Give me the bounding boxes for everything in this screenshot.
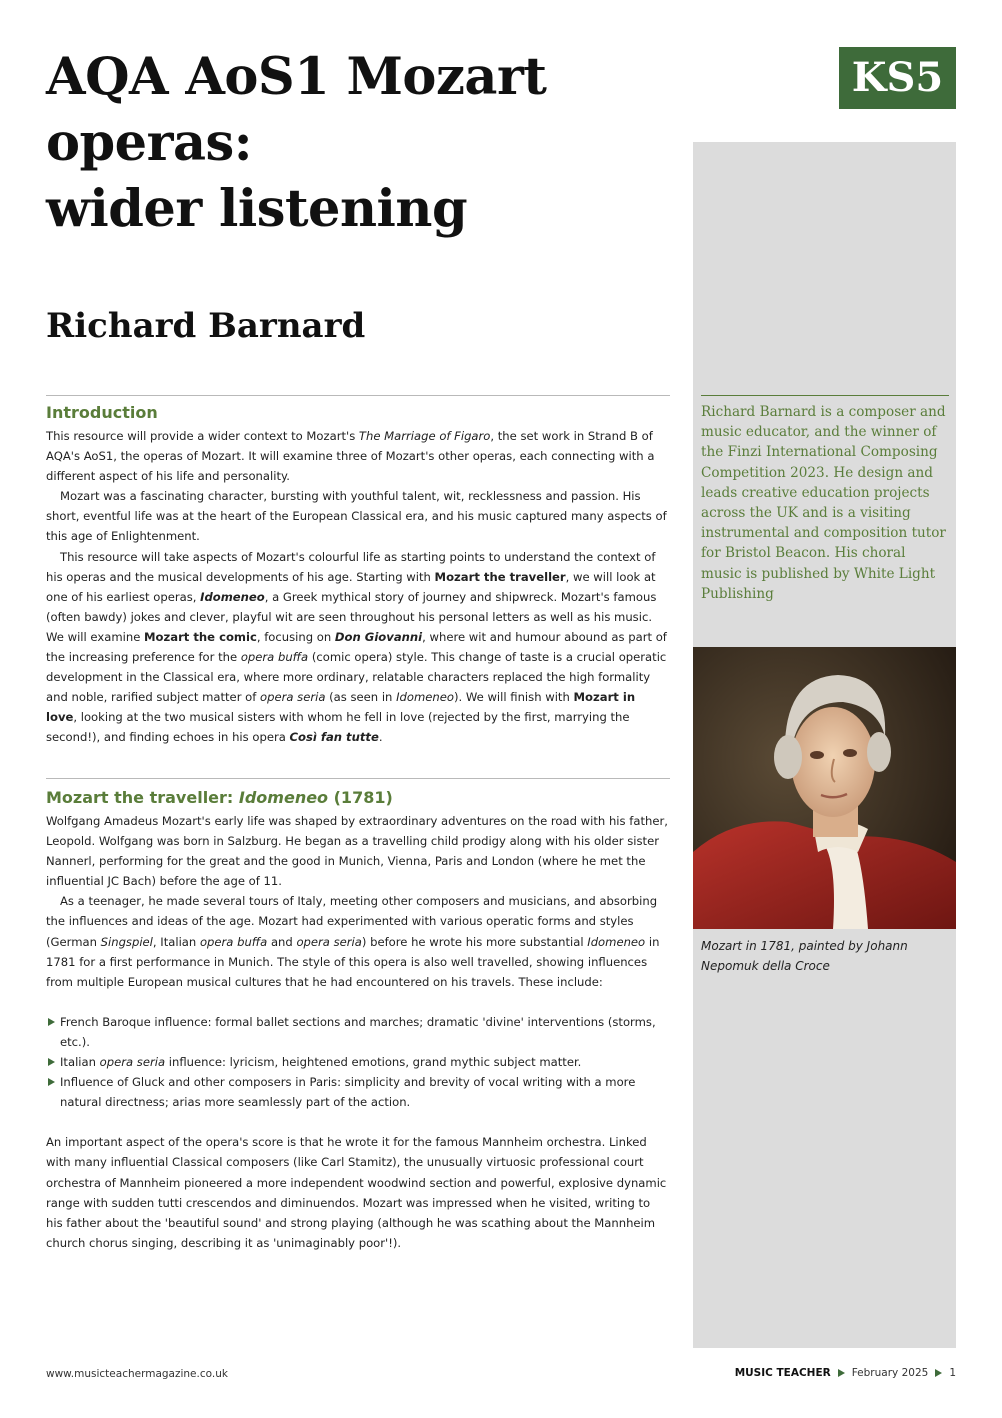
intro-divider (46, 395, 670, 396)
list-item: French Baroque influence: formal ballet sections and marches; dramatic 'divine' interventions (storms, etc.). (46, 1012, 670, 1052)
introduction-heading: Introduction (46, 403, 158, 422)
intro-paragraph-1: This resource will provide a wider context to Mozart's The Marriage of Figaro, the set work in Strand B of AQA's AoS1, the operas of Mozart. It will examine three of Mozart's other operas, each connecting with a different aspect of his life and personality. (46, 429, 655, 484)
list-item: Influence of Gluck and other composers in Paris: simplicity and brevity of vocal writing with a more natural directness; arias more seamlessly part of the action. (46, 1072, 670, 1112)
page-title (46, 44, 666, 242)
sidebar-rule (701, 395, 949, 396)
triangle-bullet-icon (935, 1369, 942, 1377)
intro-paragraph-3: This resource will take aspects of Mozart's colourful life as starting points to understand the context of his operas and the musical developments of his age. Starting with Mozart the traveller, we will look at one of his earliest operas, Idomeneo, a Greek mythical story of journey and shipwreck. Mozart's famous (often bawdy) jokes and clever, playful wit are seen throughout his personal letters as well as his music. We will examine Mozart the comic, focusing on Don Giovanni, where wit and humour abound as part of the increasing preference for the opera buffa (comic opera) style. This change of taste is a crucial operatic development in the Classical era, where more ordinary, relatable characters replaced the high formality and noble, rarified subject matter of opera seria (as seen in Idomeneo). We will finish with Mozart in love, looking at the two musical sisters with whom he fell in love (rejected by the first, marrying the second!), and finding echoes in his opera Così fan tutte. (46, 549, 667, 745)
page-number: 1 (949, 1367, 956, 1379)
title-line-3: wider listening (46, 179, 468, 239)
title-line-2: operas: (46, 113, 253, 173)
author-name: Richard Barnard (46, 306, 366, 346)
issue-date: February 2025 (851, 1367, 929, 1379)
title-line-1: AQA AoS1 Mozart (46, 47, 547, 107)
triangle-bullet-icon (838, 1369, 845, 1377)
intro-paragraph-2: Mozart was a fascinating character, bursting with youthful talent, wit, recklessness and passion. His short, eventful life was at the heart of the European Classical era, and his music captured many aspects of this age of Enlightenment. (46, 489, 667, 544)
traveller-heading: Mozart the traveller: Idomeneo (1781) (46, 788, 393, 807)
footer-info (735, 1367, 956, 1379)
traveller-paragraph-1: Wolfgang Amadeus Mozart's early life was shaped by extraordinary adventures on the road with his father, Leopold. Wolfgang was born in Salzburg. He began as a travelling child prodigy along with his older sister Nannerl, performing for the great and the good in Munich, Vienna, Paris and London (where he met the influential JC Bach) before the age of 11. (46, 814, 668, 889)
traveller-paragraph-2: As a teenager, he made several tours of Italy, meeting other composers and musicians, and absorbing the influences and ideas of the age. Mozart had experimented with various operatic forms and styles (German Singspiel, Italian opera buffa and opera seria) before he wrote his more substantial Idomeneo in 1781 for a first performance in Munich. The style of this opera is also well travelled, showing influences from multiple European musical cultures that he had encountered on his travels. These include: (46, 894, 660, 989)
traveller-paragraph-3: An important aspect of the opera's score is that he wrote it for the famous Mannheim orchestra. Linked with many influential Classical composers (like Carl Stamitz), the unusually virtuosic professional court orchestra of Mannheim pioneered a more independent woodwind section and powerful, explosive dynamic range with sudden tutti crescendos and diminuendos. Mozart was impressed when he visited, writing to his father about the 'beautiful sound' and strong playing (although he was scathing about the Mannheim church chorus singing, describing it as 'unimaginably poor'!). (46, 1135, 667, 1250)
key-stage-badge: KS5 (839, 47, 956, 109)
traveller-section (46, 787, 670, 1253)
influences-list (46, 1012, 670, 1112)
introduction-section (46, 402, 670, 748)
magazine-name: MUSIC TEACHER (734, 1367, 831, 1379)
portrait-caption: Mozart in 1781, painted by Johann Nepomuk della Croce (701, 939, 908, 973)
author-bio: Richard Barnard is a composer and music educator, and the winner of the Finzi International Composing Competition 2023. He design and leads creative education projects across the UK and is a visiting instrumental and composition tutor for Bristol Beacon. His choral music is published by White Light Publishing (701, 404, 946, 602)
mozart-portrait-image (693, 647, 956, 929)
traveller-divider (46, 778, 670, 779)
website-link[interactable]: www.musicteachermagazine.co.uk (46, 1368, 228, 1380)
list-item: Italian opera seria influence: lyricism, heightened emotions, grand mythic subject matter. (46, 1052, 670, 1072)
